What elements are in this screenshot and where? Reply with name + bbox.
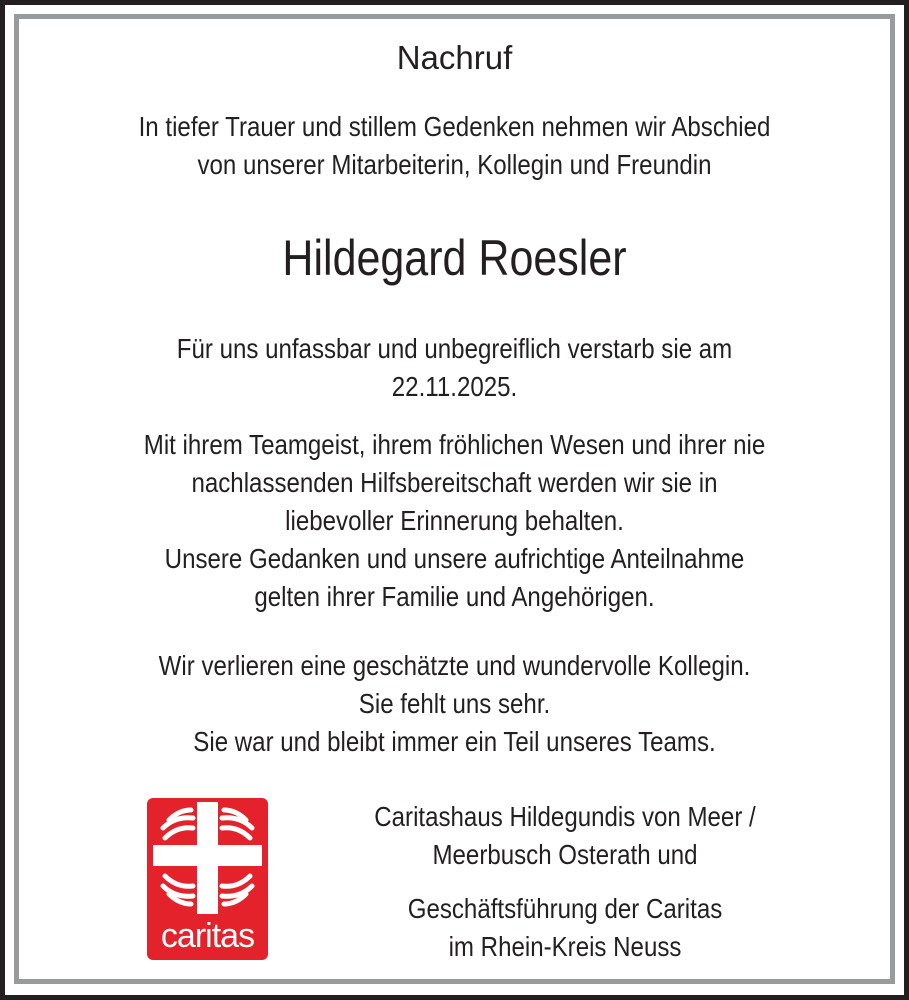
intro-line: In tiefer Trauer und stillem Gedenken nehmen wir Abschied xyxy=(138,111,771,142)
signatory-line: Geschäftsführung der Caritas xyxy=(407,893,723,924)
notice-title xyxy=(0,38,909,78)
intro-text xyxy=(0,108,909,184)
tribute-line: Unsere Gedanken und unsere aufrichtige Anteilnahme xyxy=(164,543,745,574)
caritas-flame-cross-icon xyxy=(147,798,268,920)
tribute-line: nachlassenden Hilfsbereitschaft werden wir sie in xyxy=(191,467,718,498)
tribute-line: liebevoller Erinnerung behalten. xyxy=(285,505,624,536)
name-text: Hildegard Roesler xyxy=(282,230,627,286)
caritas-logo xyxy=(147,798,268,960)
signatory-caritashaus xyxy=(260,798,870,874)
signatory-geschaeftsfuehrung xyxy=(260,890,870,966)
closing-paragraph xyxy=(0,647,909,761)
intro-line: von unserer Mitarbeiterin, Kollegin und Freundin xyxy=(197,149,712,180)
tribute-paragraph xyxy=(0,426,909,616)
tribute-line: gelten ihrer Familie und Angehörigen. xyxy=(254,581,655,612)
signatory-line: im Rhein-Kreis Neuss xyxy=(448,931,682,962)
tribute-line: Mit ihrem Teamgeist, ihrem fröhlichen Wesen und ihrer nie xyxy=(143,429,766,460)
closing-line: Wir verlieren eine geschätzte und wundervolle Kollegin. xyxy=(158,650,751,681)
death-statement xyxy=(0,330,909,406)
signatory-line: Caritashaus Hildegundis von Meer / xyxy=(374,801,756,832)
title-text: Nachruf xyxy=(396,39,513,76)
caritas-wordmark: caritas xyxy=(160,917,255,955)
signatory-line: Meerbusch Osterath und xyxy=(432,839,698,870)
statement-line: Für uns unfassbar und unbegreiflich verstarb sie am xyxy=(176,333,733,364)
closing-line: Sie fehlt uns sehr. xyxy=(358,688,551,719)
deceased-name xyxy=(0,226,909,290)
death-date: 22.11.2025. xyxy=(391,371,518,402)
closing-line: Sie war und bleibt immer ein Teil unseres Teams. xyxy=(193,726,716,757)
